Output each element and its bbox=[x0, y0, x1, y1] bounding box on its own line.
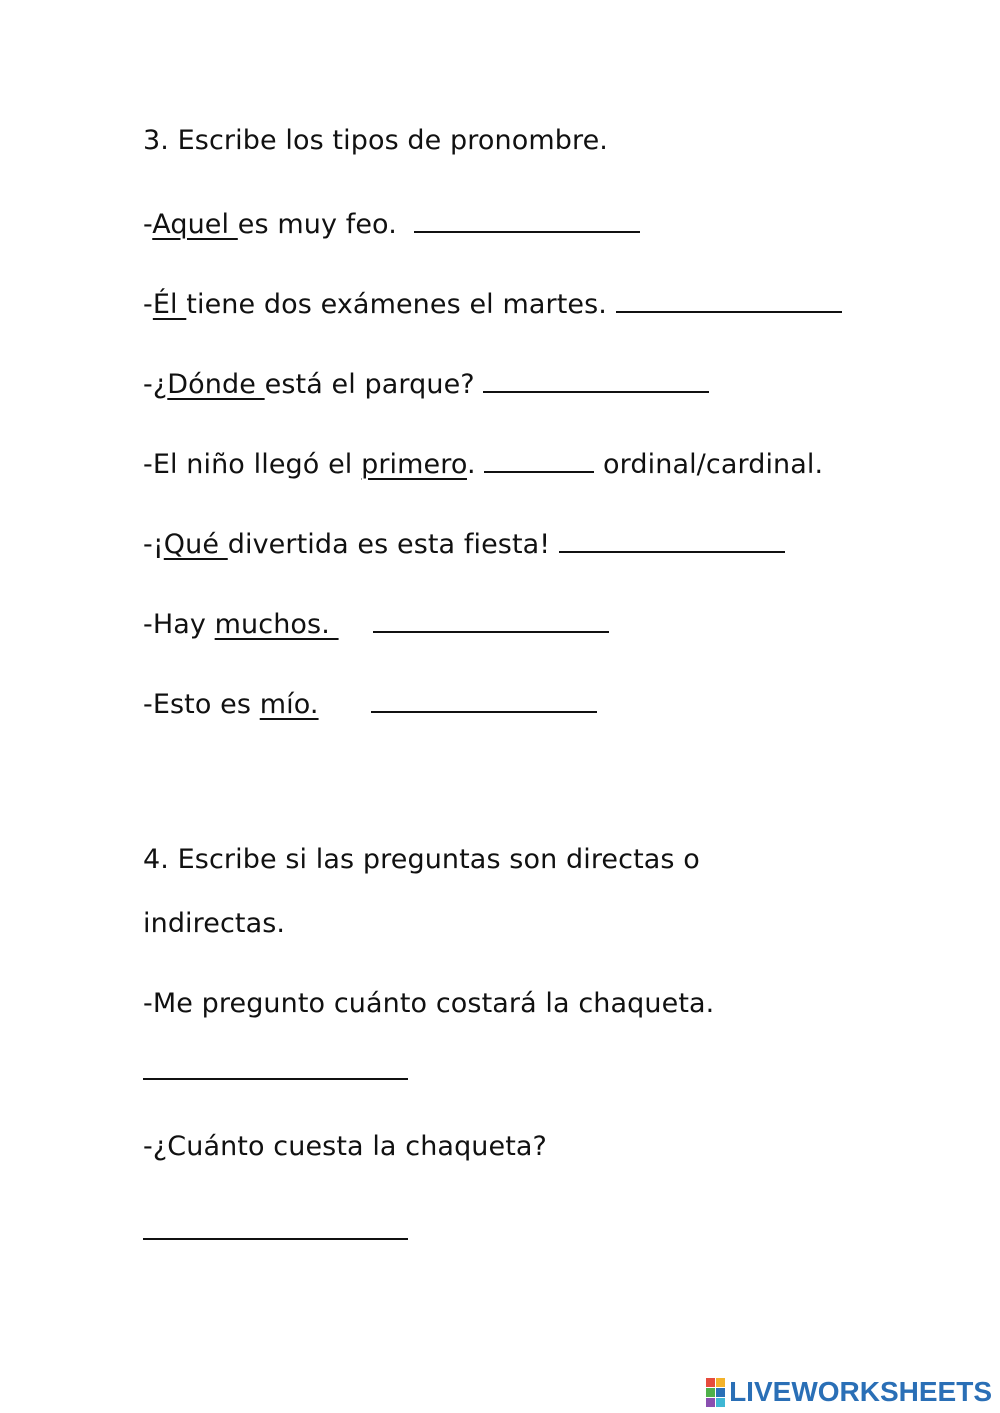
underlined-pronoun: Él bbox=[152, 289, 187, 320]
underlined-pronoun: Aquel bbox=[152, 209, 238, 240]
section-3-title: 3. Escribe los tipos de pronombre. bbox=[143, 125, 608, 156]
underlined-pronoun: Dónde bbox=[167, 369, 265, 400]
question-1-answer-blank[interactable] bbox=[143, 1078, 408, 1080]
logo-text: LIVEWORKSHEETS bbox=[729, 1376, 992, 1407]
item-prefix: -Hay bbox=[143, 609, 215, 640]
item-prefix: - bbox=[143, 209, 153, 240]
section-4-title-line-2: indirectas. bbox=[143, 908, 286, 939]
liveworksheets-logo bbox=[706, 1377, 992, 1407]
item-hint: ordinal/cardinal. bbox=[594, 449, 824, 480]
exercise-item-1 bbox=[143, 204, 640, 242]
exercise-item-5 bbox=[143, 524, 785, 562]
item-text bbox=[319, 689, 371, 720]
underlined-pronoun: Qué bbox=[163, 529, 228, 560]
question-1: -Me pregunto cuánto costará la chaqueta. bbox=[143, 988, 715, 1019]
answer-blank[interactable] bbox=[559, 524, 785, 553]
underlined-pronoun: muchos. bbox=[214, 609, 339, 640]
answer-blank[interactable] bbox=[483, 364, 709, 393]
answer-blank[interactable] bbox=[484, 444, 594, 473]
section-4-title-line-1: 4. Escribe si las preguntas son directas o bbox=[143, 844, 700, 875]
item-text: es muy feo. bbox=[237, 209, 415, 240]
question-2-answer-blank[interactable] bbox=[143, 1238, 408, 1240]
answer-blank[interactable] bbox=[373, 604, 609, 633]
answer-blank[interactable] bbox=[371, 684, 597, 713]
logo-blocks-icon bbox=[706, 1378, 725, 1407]
item-prefix: -¡ bbox=[143, 529, 164, 560]
exercise-item-6 bbox=[143, 604, 609, 642]
exercise-item-3 bbox=[143, 364, 709, 402]
item-prefix: -El niño llegó el bbox=[143, 449, 362, 480]
underlined-pronoun: mío. bbox=[259, 689, 319, 720]
item-prefix: -Esto es bbox=[143, 689, 260, 720]
item-text bbox=[339, 609, 374, 640]
item-text: está el parque? bbox=[264, 369, 484, 400]
exercise-item-2 bbox=[143, 284, 842, 322]
question-2: -¿Cuánto cuesta la chaqueta? bbox=[143, 1131, 547, 1162]
answer-blank[interactable] bbox=[414, 204, 640, 233]
underlined-pronoun: primero bbox=[361, 449, 467, 480]
item-prefix: - bbox=[143, 289, 153, 320]
item-text: divertida es esta fiesta! bbox=[227, 529, 559, 560]
item-prefix: -¿ bbox=[143, 369, 168, 400]
item-text: tiene dos exámenes el martes. bbox=[186, 289, 616, 320]
answer-blank[interactable] bbox=[616, 284, 842, 313]
item-text: . bbox=[466, 449, 485, 480]
exercise-item-4 bbox=[143, 444, 823, 482]
exercise-item-7 bbox=[143, 684, 597, 722]
